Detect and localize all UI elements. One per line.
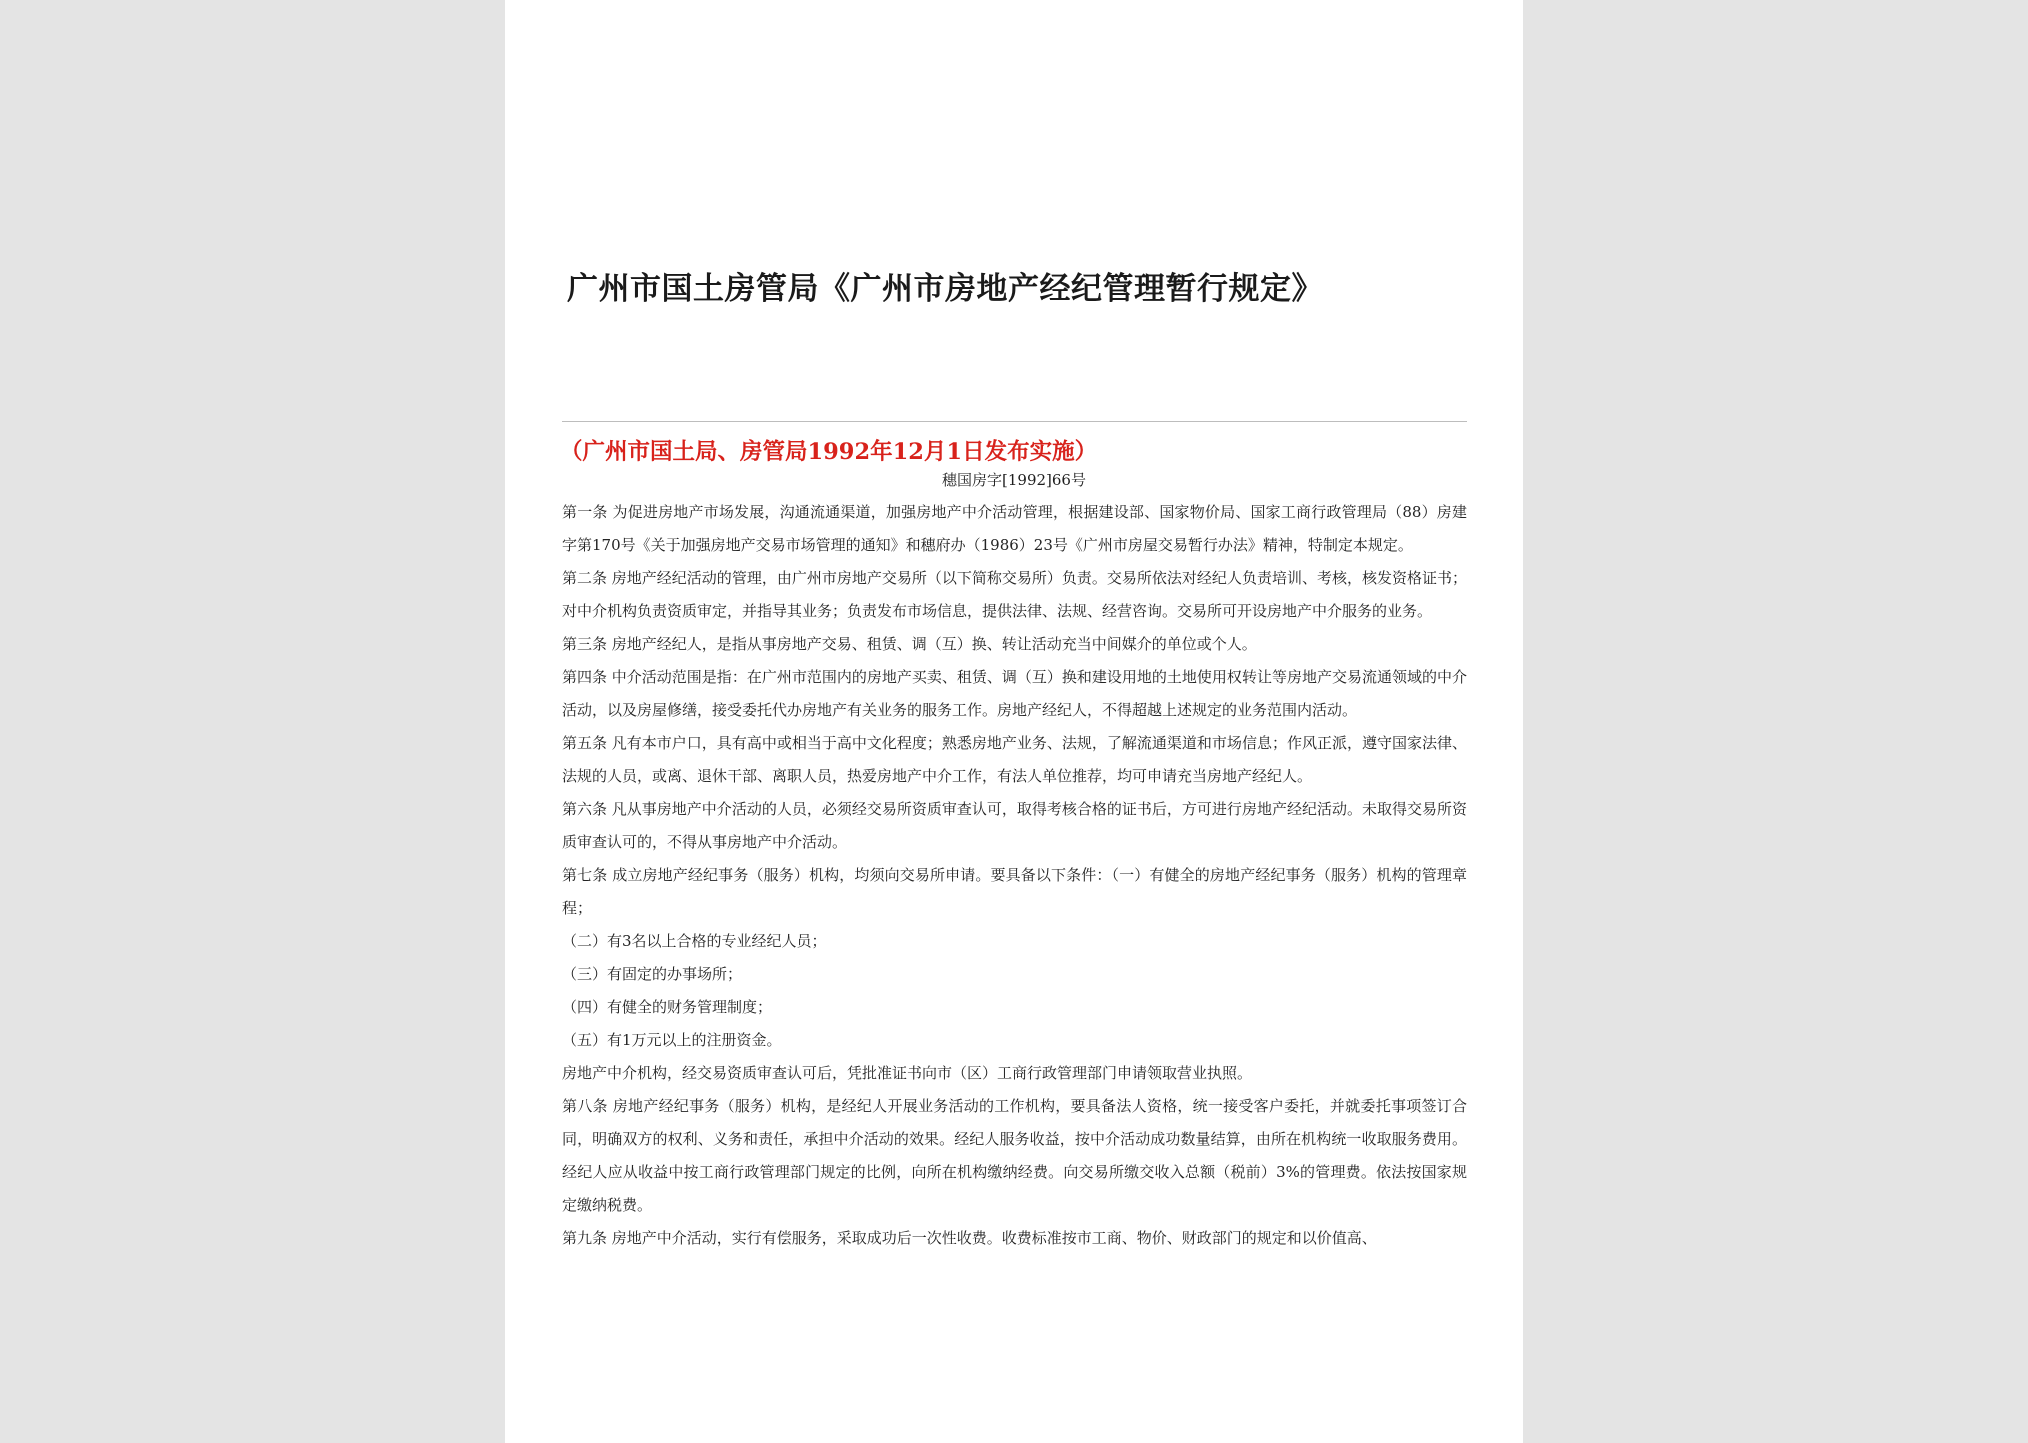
article-2: 第二条 房地产经纪活动的管理，由广州市房地产交易所（以下简称交易所）负责。交易所依法对经纪人负责培训、考核，核发资格证书；对中介机构负责资质审定，并指导其业务；负责发布市场信息，提供法律、法规、经营咨询。交易所可开设房地产中介服务的业务。 xyxy=(562,569,1467,620)
article-7: 第七条 成立房地产经纪事务（服务）机构，均须向交易所申请。要具备以下条件：（一）有健全的房地产经纪事务（服务）机构的管理章程； xyxy=(562,866,1467,917)
article-4: 第四条 中介活动范围是指：在广州市范围内的房地产买卖、租赁、调（互）换和建设用地的土地使用权转让等房地产交易流通领域的中介活动，以及房屋修缮，接受委托代办房地产有关业务的服务工作。房地产经纪人，不得超越上述规定的业务范围内活动。 xyxy=(562,668,1467,719)
publication-note: （广州市国土局、房管局1992年12月1日发布实施） xyxy=(560,439,1098,465)
document-title: 广州市国土房管局《广州市房地产经纪管理暂行规定》 xyxy=(567,271,1323,307)
article-1: 第一条 为促进房地产市场发展，沟通流通渠道，加强房地产中介活动管理，根据建设部、国家物价局、国家工商行政管理局（88）房建字第170号《关于加强房地产交易市场管理的通知》和穗府办（1986）23号《广州市房屋交易暂行办法》精神，特制定本规定。 xyxy=(562,503,1467,554)
article-8: 第八条 房地产经纪事务（服务）机构，是经纪人开展业务活动的工作机构，要具备法人资格，统一接受客户委托，并就委托事项签订合同，明确双方的权利、义务和责任，承担中介活动的效果。经纪人服务收益，按中介活动成功数量结算，由所在机构统一收取服务费用。经纪人应从收益中按工商行政管理部门规定的比例，向所在机构缴纳经费。向交易所缴交收入总额（税前）3%的管理费。依法按国家规定缴纳税费。 xyxy=(562,1097,1467,1214)
document-body xyxy=(562,496,1467,1255)
article-9: 第九条 房地产中介活动，实行有偿服务，采取成功后一次性收费。收费标准按市工商、物价、财政部门的规定和以价值高、 xyxy=(562,1229,1377,1247)
article-7-license-note: 房地产中介机构，经交易资质审查认可后，凭批准证书向市（区）工商行政管理部门申请领取营业执照。 xyxy=(562,1064,1253,1082)
article-5: 第五条 凡有本市户口，具有高中或相当于高中文化程度；熟悉房地产业务、法规，了解流通渠道和市场信息；作风正派，遵守国家法律、法规的人员，或离、退休干部、离职人员，热爱房地产中介工作，有法人单位推荐，均可申请充当房地产经纪人。 xyxy=(562,734,1467,785)
article-7-item-5: （五）有1万元以上的注册资金。 xyxy=(562,1031,782,1049)
title-divider xyxy=(562,421,1467,422)
article-3: 第三条 房地产经纪人，是指从事房地产交易、租赁、调（互）换、转让活动充当中间媒介的单位或个人。 xyxy=(562,635,1257,653)
article-7-item-4: （四）有健全的财务管理制度； xyxy=(562,998,773,1016)
article-7-item-2: （二）有3名以上合格的专业经纪人员； xyxy=(562,932,827,950)
document-page xyxy=(505,0,1523,1443)
article-7-item-3: （三）有固定的办事场所； xyxy=(562,965,743,983)
document-number: 穗国房字[1992]66号 xyxy=(942,471,1086,489)
article-6: 第六条 凡从事房地产中介活动的人员，必须经交易所资质审查认可，取得考核合格的证书后，方可进行房地产经纪活动。未取得交易所资质审查认可的，不得从事房地产中介活动。 xyxy=(562,800,1467,851)
